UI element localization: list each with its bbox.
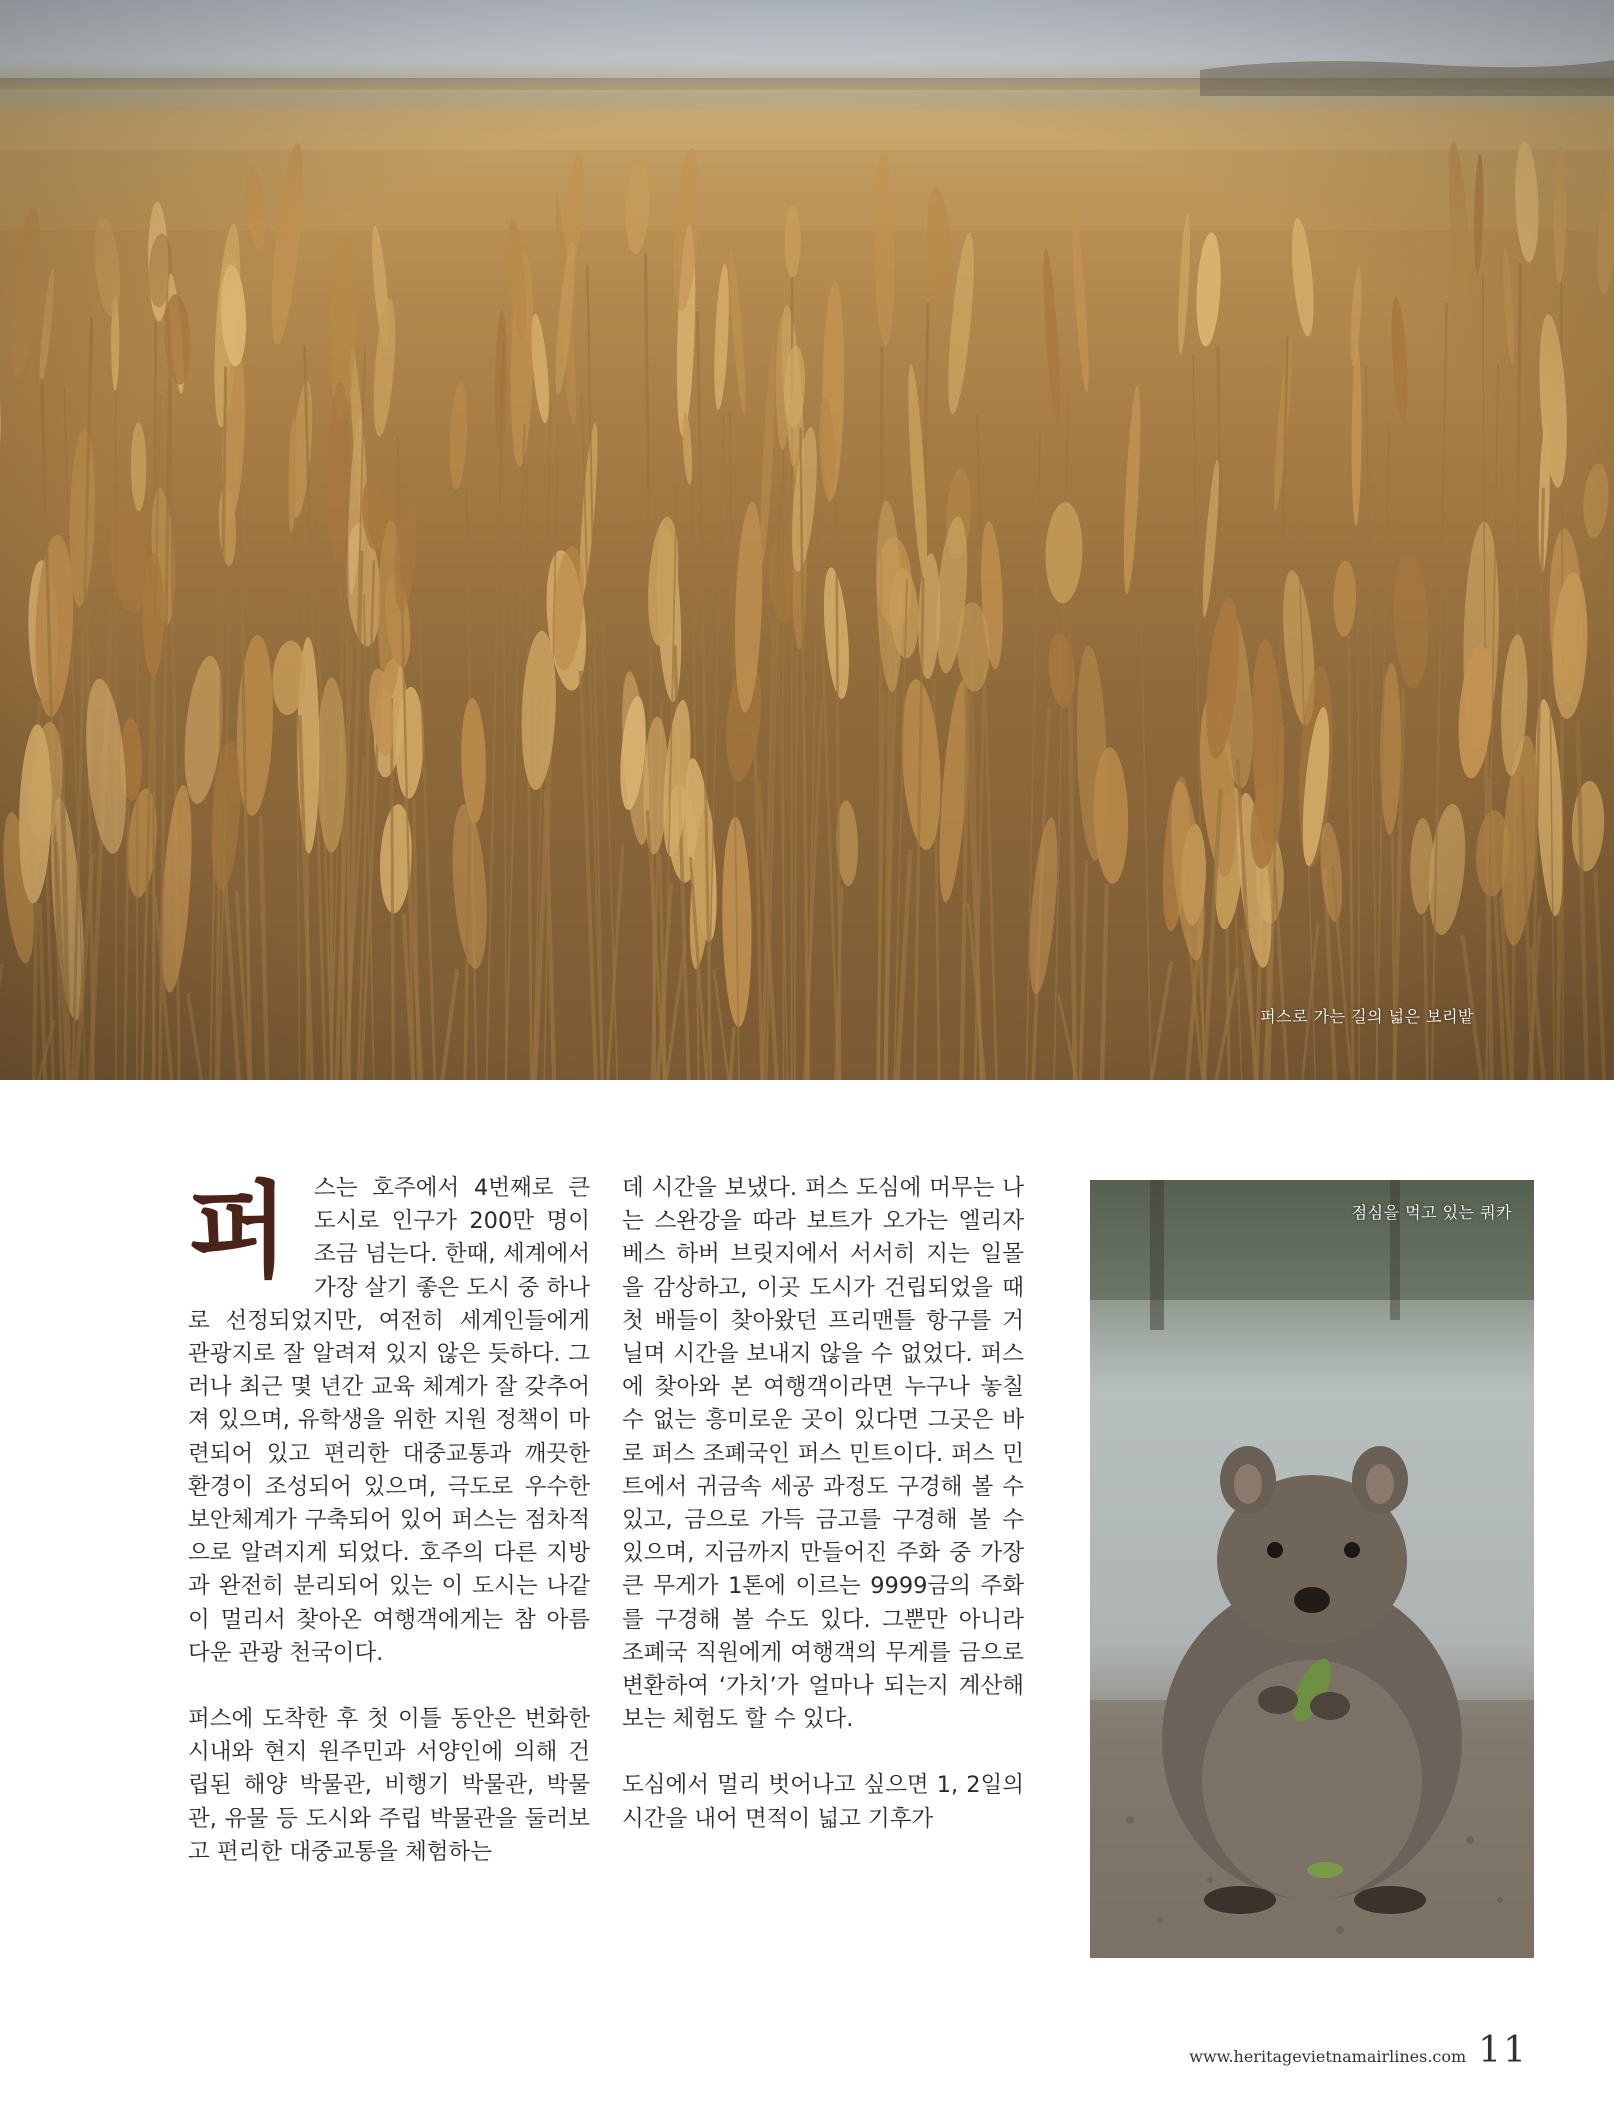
- article-paragraph: [188, 1169, 590, 1670]
- footer: [1189, 2030, 1528, 2071]
- drop-cap: 퍼: [188, 1169, 285, 1292]
- quokka-caption: 점심을 먹고 있는 쿼카: [1351, 1203, 1512, 1222]
- article-paragraph: 데 시간을 보냈다. 퍼스 도심에 머무는 나는 스완강을 따라 보트가 오가는 엘리자베스 하버 브릿지에서 서서히 지는 일몰을 감상하고, 이곳 도시가 건립되었을 때 첫 배들이 찾아왔던 프리맨틀 항구를 거닐며 시간을 보내지 않을 수 없었다. 퍼스에 찾아와 본 여행객이라면 누구나 놓칠 수 없는 흥미로운 곳이 있다면 그곳은 바로 퍼스 조폐국인 퍼스 민트이다. 퍼스 민트에서 귀금속 세공 과정도 구경해 볼 수 있고, 금으로 가득 금고를 구경해 볼 수 있으며, 지금까지 만들어진 주화 중 가장 큰 무게가 1톤에 이르는 9999금의 주화를 구경해 볼 수도 있다. 그뿐만 아니라 조폐국 직원에게 여행객의 무게를 금으로 변환하여 ‘가치’가 얼마나 되는지 계산해 보는 체험도 할 수 있다.: [622, 1175, 1024, 1733]
- hero-caption: 퍼스로 가는 길의 넓은 보리밭: [1260, 1007, 1474, 1026]
- quokka-photo: [1090, 1180, 1534, 1958]
- article-paragraph: 도심에서 멀리 벗어나고 싶으면 1, 2일의 시간을 내어 면적이 넓고 기후가: [622, 1772, 1024, 1832]
- paragraph-text: 스는 호주에서 4번째로 큰 도시로 인구가 200만 명이 조금 넘는다. 한때, 세계에서 가장 살기 좋은 도시 중 하나로 선정되었지만, 여전히 세계인들에게 관광지로 잘 알려져 있지 않은 듯하다. 그러나 최근 몇 년간 교육 체계가 잘 갖추어져 있으며, 유학생을 위한 지원 정책이 마련되어 있고 편리한 대중교통과 깨끗한 환경이 조성되어 있으며, 극도로 우수한 보안체계가 구축되어 있어 퍼스는 점차적으로 알려지게 되었다. 호주의 다른 지방과 완전히 분리되어 있는 이 도시는 나같이 멀리서 찾아온 여행객에게는 참 아름다운 관광 천국이다.: [188, 1175, 590, 1666]
- article-column-1: [188, 1169, 590, 1869]
- website-url: www.heritagevietnamairlines.com: [1189, 2047, 1467, 2066]
- quokka-illustration: [1090, 1180, 1534, 1958]
- page-number: 11: [1478, 2030, 1528, 2071]
- article-column-2: [622, 1172, 1024, 1836]
- article-paragraph: 퍼스에 도착한 후 첫 이틀 동안은 번화한 시내와 현지 원주민과 서양인에 의해 건립된 해양 박물관, 비행기 박물관, 박물관, 유물 등 도시와 주립 박물관을 둘러보고 편리한 대중교통을 체험하는: [188, 1706, 590, 1865]
